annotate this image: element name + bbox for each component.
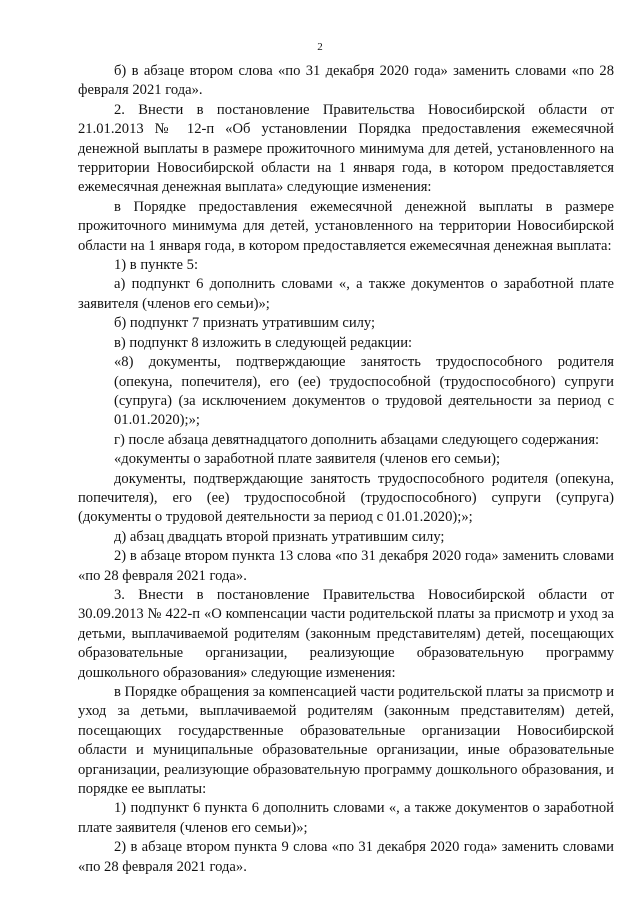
page-number: 2 [317,41,323,53]
paragraph-2-item-1g: г) после абзаца девятнадцатого дополнить абзацами следующего содержания: [114,431,600,448]
paragraph-3-item-2: 2) в абзаце втором пункта 9 слова «по 31 декабря 2020 года» заменить словами «по 28 февраля 2021 года». [78,839,614,875]
paragraph-2-item-1a: а) подпункт 6 дополнить словами «, а также документов о заработной плате заявителя (членов его семьи)»; [78,276,614,312]
paragraph-1b-amendment: б) в абзаце втором слова «по 31 декабря 2020 года» заменить словами «по 28 февраля 2021 года». [78,63,614,99]
paragraph-2-item-1d: д) абзац двадцать второй признать утратившим силу; [114,528,445,545]
paragraph-2-item-1v: в) подпункт 8 изложить в следующей редакции: [114,334,413,351]
paragraph-3-procedure: в Порядке обращения за компенсацией части родительской платы за присмотр и уход за детьми, выплачиваемой родителям (законным представителям) детей, посещающих государственные образовательные организации Новосибирской области и муниципальные образовательные организации, иные образовательные организации, реализующие образовательную программу дошкольного образования, и порядке ее выплаты: [78,684,615,798]
paragraph-2-item-1v-quote: «8) документы, подтверждающие занятость трудоспособного родителя (опекуна, попечителя), его (ее) трудоспособной (трудоспособного) супруги (супруга) (за исключением документов о трудовой деятельности за период с 01.01.2020);»; [114,354,614,429]
paragraph-2-item-1: 1) в пункте 5: [114,257,199,274]
paragraph-2-intro: 2. Внести в постановление Правительства Новосибирской области от 21.01.2013 № 12-п «Об установлении Порядка предоставления ежемесячной денежной выплаты в размере прожиточного минимума для детей, установленного на территории Новосибирской области на 1 января года, в котором предоставляется ежемесячная денежная выплата» следующие изменения: [78,101,614,196]
paragraph-3-item-1: 1) подпункт 6 пункта 6 дополнить словами «, а также документов о заработной плате заявителя (членов его семьи)»; [78,800,614,836]
paragraph-2-item-2: 2) в абзаце втором пункта 13 слова «по 31 декабря 2020 года» заменить словами «по 28 февраля 2021 года». [78,548,614,584]
paragraph-2-procedure: в Порядке предоставления ежемесячной денежной выплаты в размере прожиточного минимума для детей, установленного на территории Новосибирской области на 1 января года, в котором предоставляется ежемесячная денежная выплата: [78,198,614,254]
paragraph-2-item-1b: б) подпункт 7 признать утратившим силу; [114,315,376,332]
paragraph-2-item-1g-quote-1: «документы о заработной плате заявителя (членов его семьи); [114,451,501,468]
paragraph-3-intro: 3. Внести в постановление Правительства Новосибирской области от 30.09.2013 № 422-п «О компенсации части родительской платы за присмотр и уход за детьми, выплачиваемой родителям (законным представителям) детей, посещающих образовательные организации, реализующие образовательную программу дошкольного образования» следующие изменения: [78,586,614,681]
document-body [78,62,614,877]
paragraph-2-item-1g-quote-2: документы, подтверждающие занятость трудоспособного родителя (опекуна, попечителя), его (ее) трудоспособной (трудоспособного) супруги (супруга) (документы о трудовой деятельности за период с 01.01.2020);»; [78,470,614,526]
